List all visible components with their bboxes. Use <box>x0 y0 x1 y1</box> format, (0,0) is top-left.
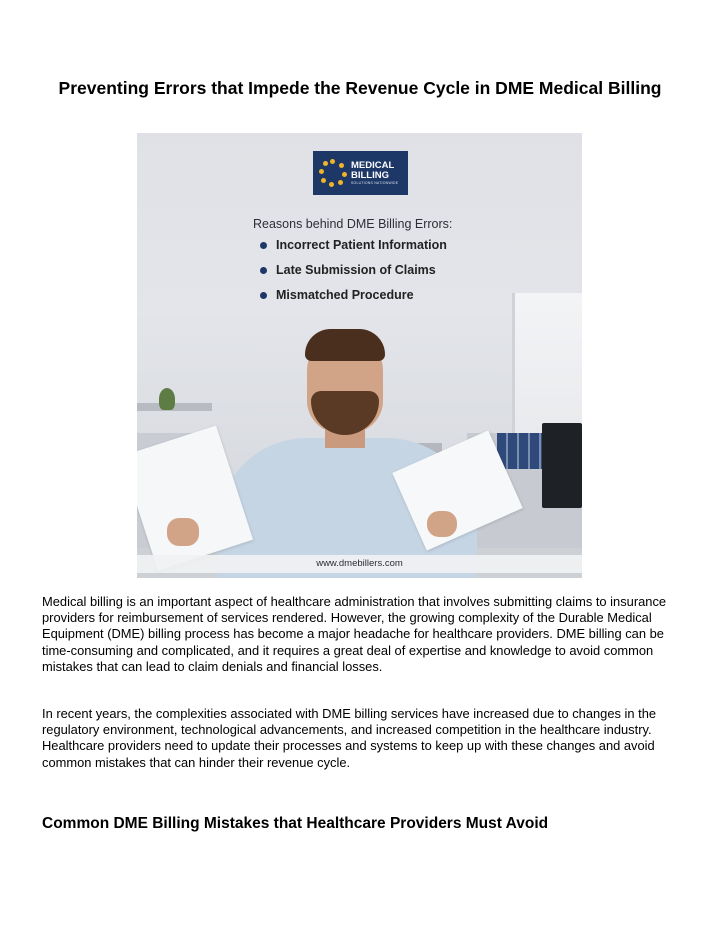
background-binders <box>497 433 547 469</box>
person-beard <box>311 391 379 435</box>
paragraph-recent-years: In recent years, the complexities associated with DME billing services have increased due to changes in the regulatory environment, technological advancements, and increased competition in the healthcare industry. Healthcare providers need to update their processes and systems to keep up with these changes and avoid common mistakes that can hinder their revenue cycle. <box>42 706 657 770</box>
reason-item <box>260 237 447 262</box>
bullet-icon <box>260 242 267 249</box>
website-footer: www.dmebillers.com <box>137 555 582 573</box>
reasons-list <box>260 237 447 312</box>
logo-line-2: BILLING <box>351 169 389 181</box>
person-hair <box>305 329 385 361</box>
section-heading: Common DME Billing Mistakes that Healthcare Providers Must Avoid <box>42 815 549 832</box>
reasons-heading: Reasons behind DME Billing Errors: <box>253 217 453 231</box>
monitor-icon <box>542 423 582 508</box>
bullet-icon <box>260 267 267 274</box>
reason-label: Late Submission of Claims <box>276 263 436 277</box>
bullet-icon <box>260 292 267 299</box>
reason-label: Mismatched Procedure <box>276 288 414 302</box>
hand-right <box>427 511 457 537</box>
logo-line-3: SOLUTIONS NATIONWIDE <box>351 180 399 185</box>
logo-line-1: MEDICAL <box>351 159 395 171</box>
logo-text <box>351 161 398 186</box>
plant-icon <box>159 388 175 410</box>
reason-label: Incorrect Patient Information <box>276 238 447 252</box>
logo-mark-icon <box>319 159 347 187</box>
banner-image <box>137 133 582 578</box>
page-title: Preventing Errors that Impede the Revenue Cycle in DME Medical Billing <box>58 78 662 98</box>
medical-billing-logo <box>313 151 408 195</box>
reason-item <box>260 287 447 312</box>
reason-item <box>260 262 447 287</box>
paragraph-intro: Medical billing is an important aspect of healthcare administration that involves submitting claims to insurance providers for reimbursement of services rendered. However, the growing complexity of the Durable Medical Equipment (DME) billing process has become a major headache for healthcare providers. DME billing can be time-consuming and complicated, and it requires a great deal of expertise and knowledge to avoid common mistakes that can lead to claim denials and financial losses. <box>42 594 667 674</box>
hand-left <box>167 518 199 546</box>
